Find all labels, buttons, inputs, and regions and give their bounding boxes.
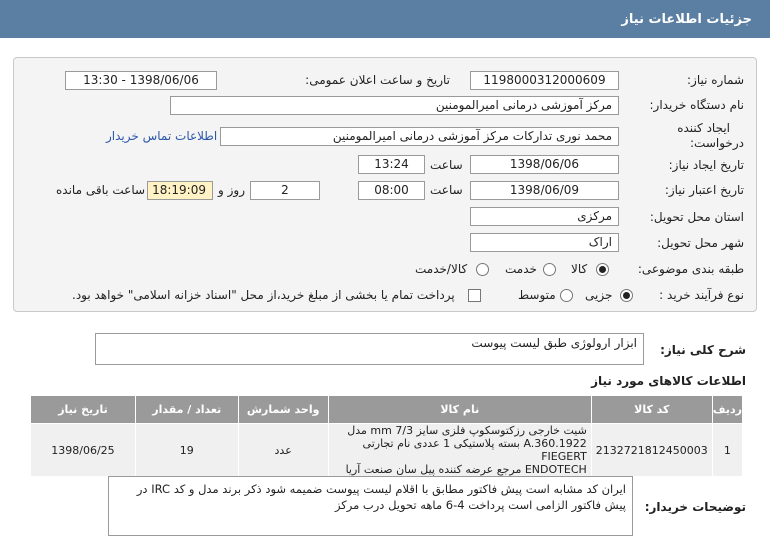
goods-section-title: اطلاعات کالاهای مورد نیاز <box>591 374 746 388</box>
category-service-label: خدمت <box>505 262 537 276</box>
purchase-small-label: جزیی <box>585 288 613 302</box>
create-date-label: تاریخ ایجاد نیاز: <box>668 158 744 172</box>
validity-label: تاریخ اعتبار نیاز: <box>664 183 744 197</box>
remaining-time-field: 18:19:09 <box>147 181 213 200</box>
cell-date: 1398/06/25 <box>31 424 136 477</box>
col-name: نام کالا <box>328 396 591 424</box>
cell-row: 1 <box>712 424 742 477</box>
category-goods-label: کالا <box>571 262 588 276</box>
treasury-payment-note: پرداخت تمام یا بخشی از مبلغ خرید،از محل "اسناد خزانه اسلامی" خواهد بود. <box>72 288 455 302</box>
page-title: جزئیات اطلاعات نیاز <box>621 11 752 27</box>
cell-name <box>328 424 591 477</box>
days-field[interactable]: 2 <box>250 181 320 200</box>
col-qty: تعداد / مقدار <box>135 396 238 424</box>
buyer-org-field[interactable]: مرکز آموزشی درمانی امیرالمومنین <box>170 96 619 115</box>
city-label: شهر محل تحویل: <box>657 236 744 250</box>
summary-field[interactable]: ابزار ارولوژی طبق لیست پیوست <box>95 333 644 365</box>
col-row: ردیف <box>712 396 742 424</box>
cell-name-line: A.360.1922 بسته پلاستیکی 1 عددی نام تجارتی FIEGERT <box>362 437 587 463</box>
category-both-radio[interactable] <box>476 263 489 276</box>
cell-name-line: شیت خارجی رزکتوسکوپ فلزی سایز 7/3 mm مدل <box>347 424 587 437</box>
create-date-field[interactable]: 1398/06/06 <box>470 155 619 174</box>
summary-label: شرح کلی نیاز: <box>660 343 746 357</box>
buyer-notes-line: پیش فاکتور الزامی است پرداخت 4-6 ماهه تحویل درب مرکز <box>334 498 626 512</box>
col-date: تاریخ نیاز <box>31 396 136 424</box>
validity-date-field[interactable]: 1398/06/09 <box>470 181 619 200</box>
city-field[interactable]: اراک <box>470 233 619 252</box>
category-both-label: کالا/خدمت <box>415 262 468 276</box>
remaining-label: ساعت باقی مانده <box>56 183 146 197</box>
cell-code: 2132721812450003 <box>591 424 712 477</box>
validity-time-field[interactable]: 08:00 <box>358 181 425 200</box>
buyer-notes-label: توضیحات خریدار: <box>644 500 746 514</box>
category-goods-radio[interactable] <box>596 263 609 276</box>
category-label: طبقه بندی موضوعی: <box>637 262 744 276</box>
validity-time-label: ساعت <box>430 183 463 197</box>
col-code: کد کالا <box>591 396 712 424</box>
days-label: روز و <box>218 183 245 197</box>
treasury-payment-checkbox[interactable] <box>468 289 481 302</box>
goods-table <box>30 395 743 477</box>
create-time-label: ساعت <box>430 158 463 172</box>
col-unit: واحد شمارش <box>238 396 328 424</box>
cell-unit: عدد <box>238 424 328 477</box>
contact-info-link[interactable]: اطلاعات تماس خریدار <box>106 129 218 143</box>
purchase-medium-label: متوسط <box>518 288 556 302</box>
need-number-label: شماره نیاز: <box>687 73 744 87</box>
creator-field[interactable]: محمد نوری تدارکات مرکز آموزشی درمانی امیرالمومنین <box>220 127 619 146</box>
buyer-notes-field[interactable] <box>108 476 633 536</box>
purchase-small-radio[interactable] <box>620 289 633 302</box>
page-header <box>0 0 770 38</box>
cell-name-line: ENDOTECH مرجع عرضه کننده پیل سان صنعت آریا <box>345 463 587 476</box>
cell-qty: 19 <box>135 424 238 477</box>
table-header-row <box>31 396 743 424</box>
announce-field[interactable]: 1398/06/06 - 13:30 <box>65 71 217 90</box>
category-service-radio[interactable] <box>543 263 556 276</box>
creator-label-2: درخواست: <box>690 136 744 150</box>
province-field[interactable]: مرکزی <box>470 207 619 226</box>
buyer-org-label: نام دستگاه خریدار: <box>649 98 744 112</box>
create-time-field[interactable]: 13:24 <box>358 155 425 174</box>
province-label: استان محل تحویل: <box>649 210 744 224</box>
announce-label: تاریخ و ساعت اعلان عمومی: <box>305 73 450 87</box>
buyer-notes-line: ایران کد مشابه است پیش فاکتور مطابق با اقلام لیست پیوست ضمیمه شود ذکر برند مدل و کد IRC در <box>136 482 626 496</box>
purchase-type-label: نوع فرآیند خرید : <box>659 288 744 302</box>
creator-label-1: ایجاد کننده <box>677 121 730 135</box>
purchase-medium-radio[interactable] <box>560 289 573 302</box>
need-number-field[interactable]: 1198000312000609 <box>470 71 619 90</box>
table-row[interactable] <box>31 424 743 477</box>
